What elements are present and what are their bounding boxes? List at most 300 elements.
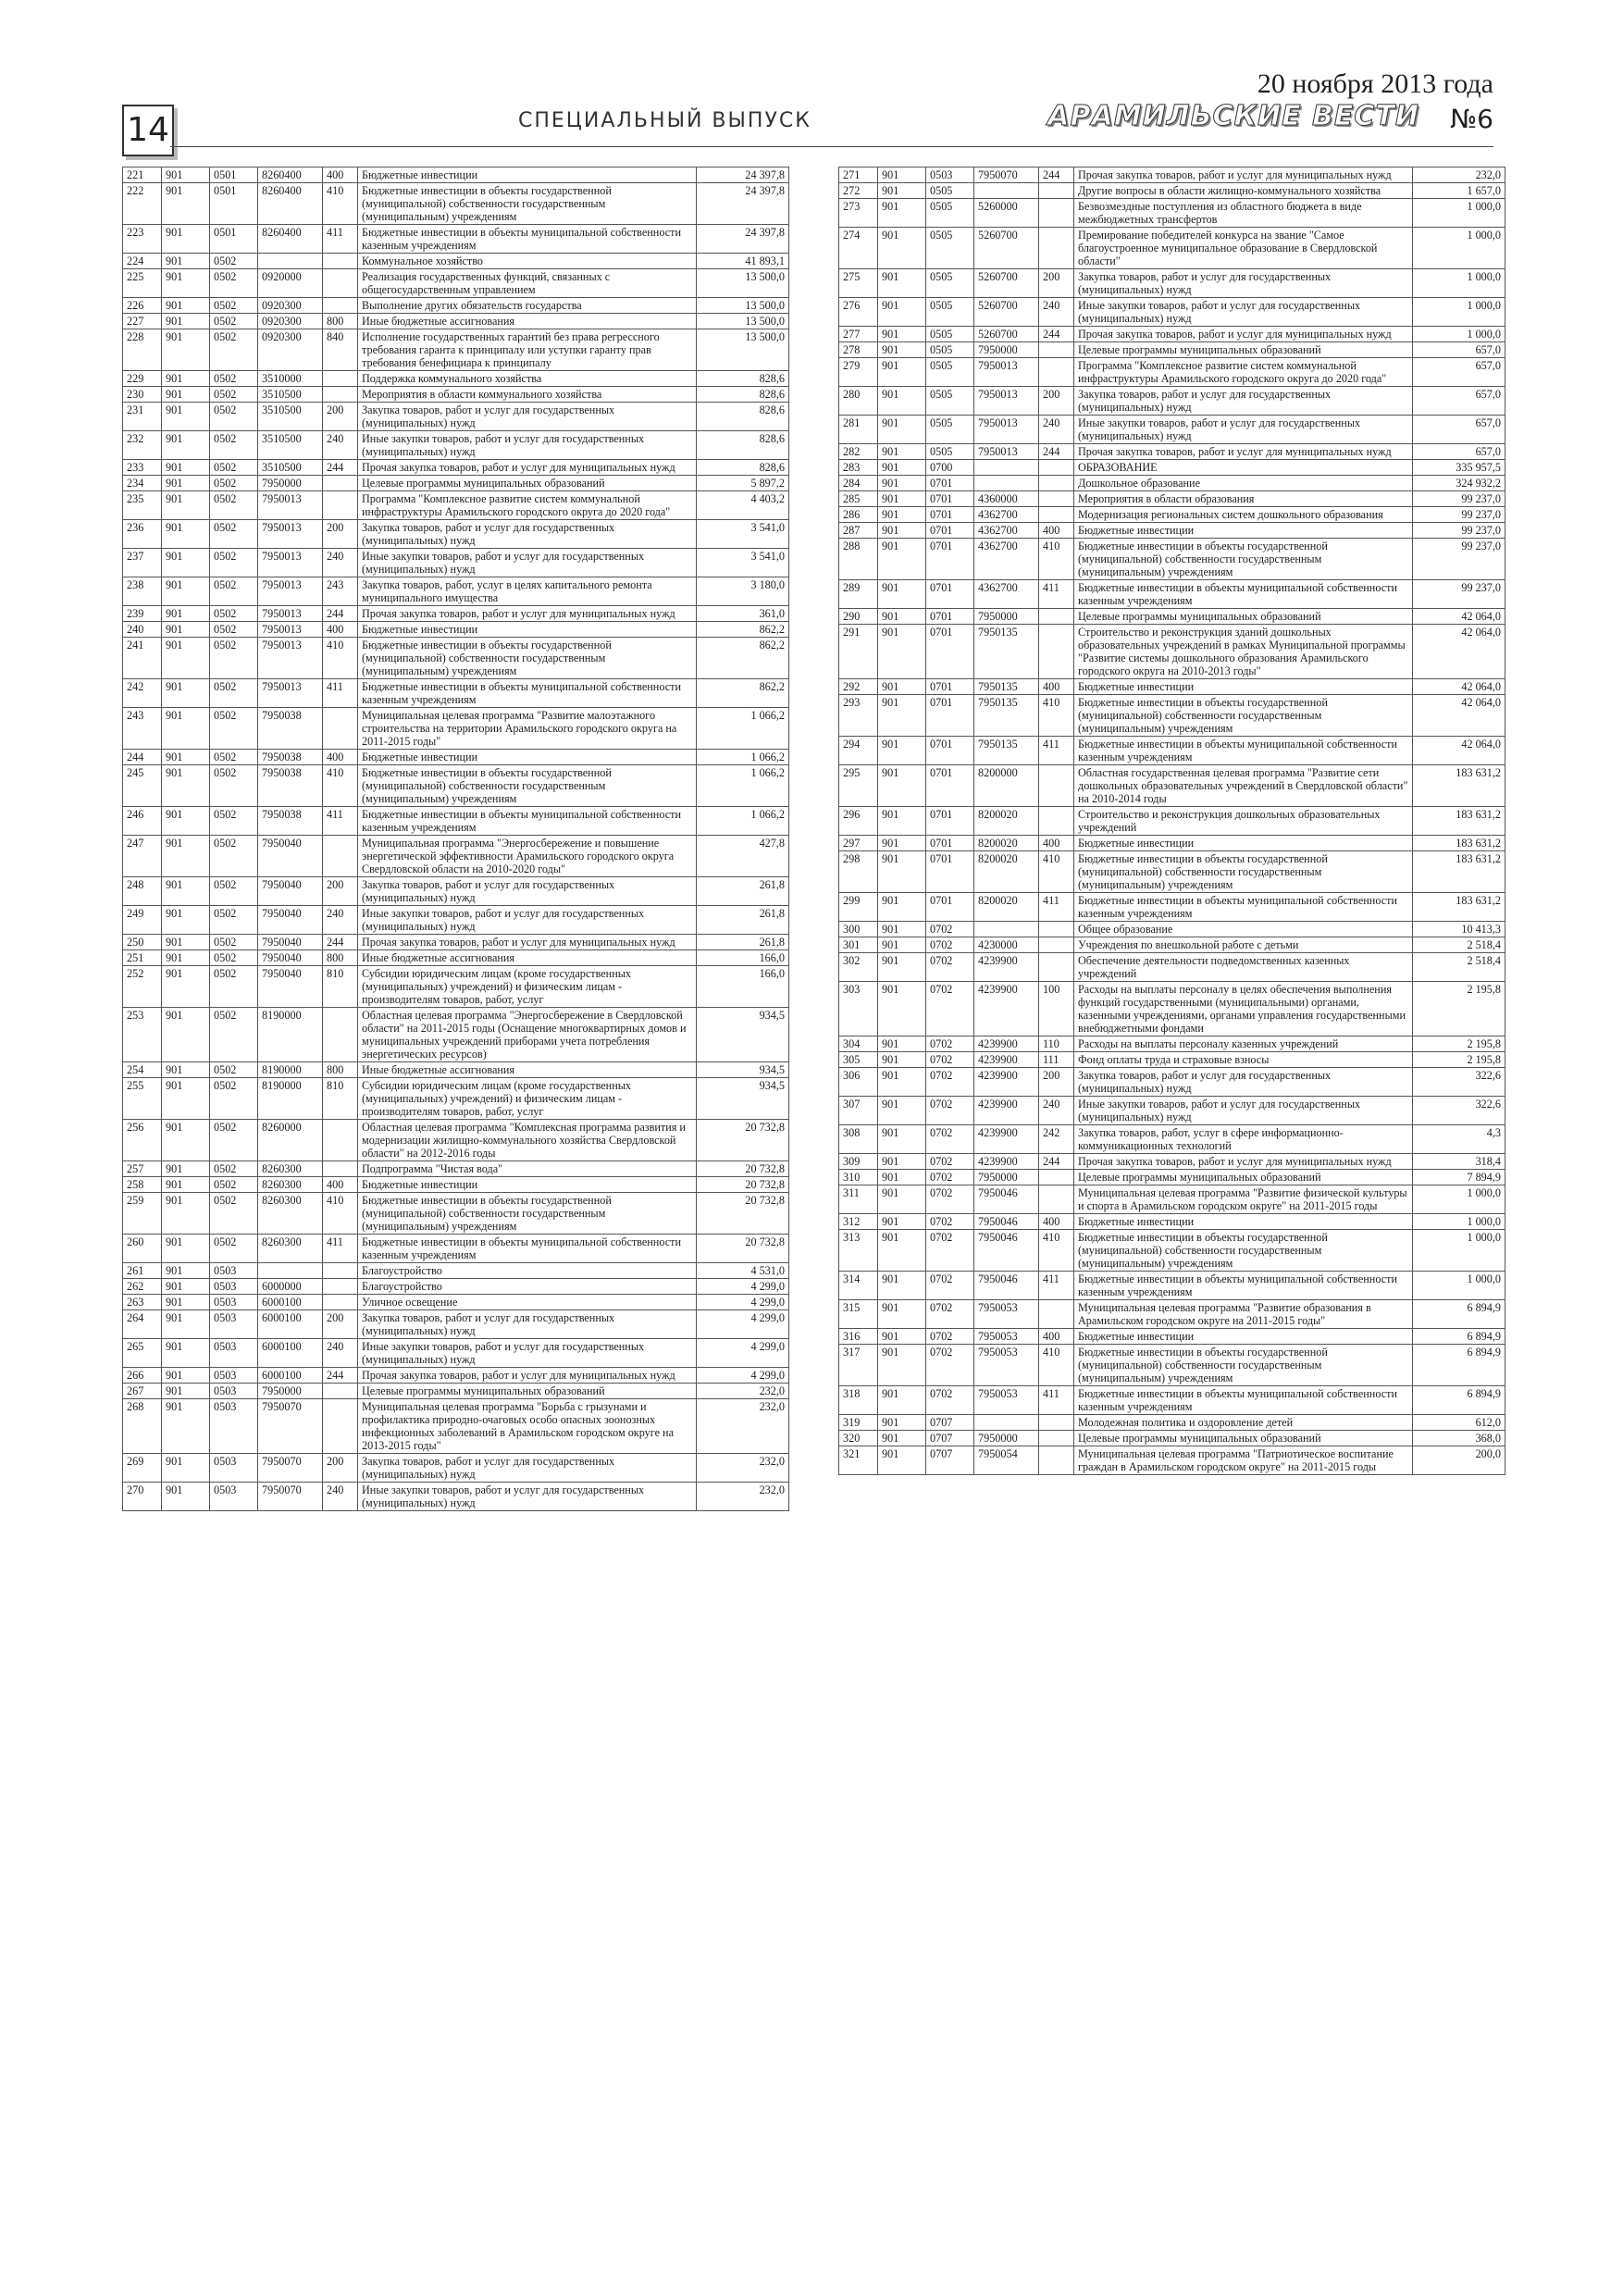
amount: 7 894,9 (1413, 1170, 1505, 1185)
expense-type-code (323, 708, 358, 750)
department-code: 901 (878, 893, 926, 922)
table-row (123, 1062, 789, 1078)
amount: 828,6 (697, 431, 789, 460)
section-code: 0701 (926, 580, 974, 609)
row-number: 223 (123, 225, 162, 254)
table-row (839, 679, 1505, 695)
section-code: 0702 (926, 1300, 974, 1329)
target-article-code: 7950070 (258, 1399, 323, 1454)
department-code: 901 (162, 606, 210, 622)
target-article-code: 8200020 (974, 807, 1039, 836)
department-code: 901 (878, 460, 926, 476)
expense-type-code: 244 (323, 460, 358, 476)
amount: 20 732,8 (697, 1161, 789, 1177)
expense-type-code: 411 (1039, 580, 1074, 609)
expense-name: Благоустройство (358, 1279, 697, 1295)
amount: 10 413,3 (1413, 922, 1505, 937)
row-number: 294 (839, 737, 878, 765)
amount: 322,6 (1413, 1097, 1505, 1125)
row-number: 263 (123, 1295, 162, 1310)
expense-name: Закупка товаров, работ, услуг в целях капитального ремонта муниципального имущества (358, 577, 697, 606)
table-row (123, 371, 789, 387)
amount: 335 957,5 (1413, 460, 1505, 476)
amount: 361,0 (697, 606, 789, 622)
amount: 1 000,0 (1413, 298, 1505, 327)
expense-type-code: 244 (1039, 444, 1074, 460)
target-article-code: 8260300 (258, 1161, 323, 1177)
table-row (123, 1399, 789, 1454)
section-code: 0503 (210, 1279, 258, 1295)
department-code: 901 (878, 476, 926, 491)
row-number: 315 (839, 1300, 878, 1329)
target-article-code: 4239900 (974, 1125, 1039, 1154)
expense-type-code: 800 (323, 314, 358, 329)
row-number: 305 (839, 1052, 878, 1068)
expense-type-code: 810 (323, 1078, 358, 1120)
target-article-code: 3510500 (258, 387, 323, 403)
row-number: 246 (123, 807, 162, 836)
row-number: 314 (839, 1272, 878, 1300)
section-code: 0503 (210, 1454, 258, 1483)
table-row (123, 935, 789, 950)
target-article-code: 8200000 (974, 765, 1039, 807)
table-row (839, 625, 1505, 679)
table-row (839, 1345, 1505, 1386)
table-row (123, 1193, 789, 1235)
department-code: 901 (162, 935, 210, 950)
expense-type-code: 410 (323, 183, 358, 225)
table-row (839, 851, 1505, 893)
table-row (839, 1068, 1505, 1097)
section-code: 0502 (210, 298, 258, 314)
amount: 368,0 (1413, 1431, 1505, 1446)
section-code: 0502 (210, 1062, 258, 1078)
target-article-code: 4239900 (974, 1052, 1039, 1068)
expense-type-code (323, 1008, 358, 1062)
table-row (123, 1177, 789, 1193)
expense-name: Бюджетные инвестиции (358, 1177, 697, 1193)
row-number: 264 (123, 1310, 162, 1339)
row-number: 232 (123, 431, 162, 460)
amount: 828,6 (697, 403, 789, 431)
expense-type-code: 200 (1039, 269, 1074, 298)
amount: 1 000,0 (1413, 1214, 1505, 1230)
table-row (839, 228, 1505, 269)
department-code: 901 (878, 953, 926, 982)
expense-name: Дошкольное образование (1074, 476, 1413, 491)
department-code: 901 (162, 1295, 210, 1310)
department-code: 901 (162, 877, 210, 906)
row-number: 302 (839, 953, 878, 982)
target-article-code: 3510500 (258, 403, 323, 431)
target-article-code: 5260700 (974, 269, 1039, 298)
department-code: 901 (162, 1078, 210, 1120)
expense-type-code: 400 (1039, 836, 1074, 851)
expense-type-code: 243 (323, 577, 358, 606)
target-article-code: 7950070 (258, 1454, 323, 1483)
table-row (123, 765, 789, 807)
amount: 24 397,8 (697, 168, 789, 183)
section-code: 0701 (926, 695, 974, 737)
amount: 42 064,0 (1413, 625, 1505, 679)
table-row (123, 329, 789, 371)
target-article-code: 7950040 (258, 877, 323, 906)
amount: 99 237,0 (1413, 507, 1505, 523)
expense-type-code: 400 (1039, 523, 1074, 539)
expense-type-code: 200 (323, 877, 358, 906)
expense-name: Закупка товаров, работ и услуг для государственных (муниципальных) нужд (1074, 1068, 1413, 1097)
expense-name: Коммунальное хозяйство (358, 254, 697, 269)
row-number: 300 (839, 922, 878, 937)
table-row (839, 269, 1505, 298)
section-code: 0505 (926, 183, 974, 199)
department-code: 901 (162, 269, 210, 298)
row-number: 308 (839, 1125, 878, 1154)
table-row (123, 622, 789, 638)
amount: 657,0 (1413, 444, 1505, 460)
expense-type-code (323, 269, 358, 298)
target-article-code: 7950013 (258, 638, 323, 679)
expense-type-code: 410 (323, 1193, 358, 1235)
section-code: 0702 (926, 1214, 974, 1230)
expense-type-code (1039, 609, 1074, 625)
table-row (123, 1384, 789, 1399)
expense-name: Бюджетные инвестиции в объекты государственной (муниципальной) собственности государственным (муниципальным) учреждениям (358, 765, 697, 807)
table-row (123, 708, 789, 750)
expense-type-code (323, 476, 358, 491)
department-code: 901 (878, 1068, 926, 1097)
row-number: 272 (839, 183, 878, 199)
department-code: 901 (878, 807, 926, 836)
expense-name: Муниципальная целевая программа "Развитие малоэтажного строительства на территории Арамильского городского округа на 2011-2015 годы" (358, 708, 697, 750)
row-number: 289 (839, 580, 878, 609)
target-article-code: 7950000 (974, 1170, 1039, 1185)
row-number: 249 (123, 906, 162, 935)
expense-type-code: 840 (323, 329, 358, 371)
section-code: 0702 (926, 1068, 974, 1097)
target-article-code: 4239900 (974, 953, 1039, 982)
table-row (839, 937, 1505, 953)
expense-name: Субсидии юридическим лицам (кроме государственных (муниципальных) учреждений) и физическим лицам - производителям товаров, работ, услуг (358, 966, 697, 1008)
row-number: 234 (123, 476, 162, 491)
row-number: 295 (839, 765, 878, 807)
section-code: 0701 (926, 539, 974, 580)
expense-name: Областная государственная целевая программа "Развитие сети дошкольных образовательных учреждений в Свердловской области" на 2010-2014 годы (1074, 765, 1413, 807)
expense-name: Прочая закупка товаров, работ и услуг для муниципальных нужд (1074, 444, 1413, 460)
row-number: 288 (839, 539, 878, 580)
amount: 657,0 (1413, 358, 1505, 387)
table-row (123, 431, 789, 460)
department-code: 901 (162, 1483, 210, 1511)
expense-name: Бюджетные инвестиции (358, 750, 697, 765)
target-article-code: 5260700 (974, 298, 1039, 327)
target-article-code: 8260300 (258, 1177, 323, 1193)
table-row (839, 491, 1505, 507)
table-row (123, 877, 789, 906)
table-row (839, 807, 1505, 836)
row-number: 281 (839, 416, 878, 444)
amount: 4 531,0 (697, 1263, 789, 1279)
target-article-code: 7950013 (258, 549, 323, 577)
expense-name: Прочая закупка товаров, работ и услуг для муниципальных нужд (1074, 327, 1413, 342)
expense-name: Бюджетные инвестиции в объекты муниципальной собственности казенным учреждениям (358, 679, 697, 708)
target-article-code: 8190000 (258, 1078, 323, 1120)
target-article-code: 7950013 (258, 491, 323, 520)
expense-type-code: 110 (1039, 1036, 1074, 1052)
department-code: 901 (162, 460, 210, 476)
section-code: 0502 (210, 606, 258, 622)
target-article-code: 7950135 (974, 695, 1039, 737)
row-number: 262 (123, 1279, 162, 1295)
row-number: 292 (839, 679, 878, 695)
amount: 42 064,0 (1413, 679, 1505, 695)
amount: 4 299,0 (697, 1279, 789, 1295)
amount: 13 500,0 (697, 298, 789, 314)
amount: 200,0 (1413, 1446, 1505, 1475)
header-rule (170, 146, 1493, 147)
section-code: 0502 (210, 491, 258, 520)
expense-type-code: 100 (1039, 982, 1074, 1036)
section-code: 0505 (926, 269, 974, 298)
target-article-code: 7950040 (258, 950, 323, 966)
section-code: 0701 (926, 523, 974, 539)
expense-type-code (1039, 922, 1074, 937)
expense-type-code: 240 (1039, 416, 1074, 444)
department-code: 901 (162, 298, 210, 314)
department-code: 901 (162, 638, 210, 679)
amount: 261,8 (697, 877, 789, 906)
table-row (839, 327, 1505, 342)
issue-date: 20 ноября 2013 года (1257, 68, 1493, 99)
row-number: 286 (839, 507, 878, 523)
target-article-code (258, 254, 323, 269)
department-code: 901 (878, 1446, 926, 1475)
amount: 232,0 (697, 1454, 789, 1483)
amount: 934,5 (697, 1008, 789, 1062)
expense-type-code: 200 (323, 520, 358, 549)
section-code: 0502 (210, 520, 258, 549)
table-row (123, 460, 789, 476)
department-code: 901 (162, 1339, 210, 1368)
row-number: 252 (123, 966, 162, 1008)
amount: 427,8 (697, 836, 789, 877)
section-code: 0502 (210, 966, 258, 1008)
table-row (123, 476, 789, 491)
table-row (123, 269, 789, 298)
table-row (123, 1078, 789, 1120)
section-code: 0702 (926, 1185, 974, 1214)
target-article-code (974, 922, 1039, 937)
section-code: 0702 (926, 953, 974, 982)
section-code: 0502 (210, 679, 258, 708)
table-row (839, 507, 1505, 523)
expense-name: Реализация государственных функций, связанных с общегосударственным управлением (358, 269, 697, 298)
row-number: 256 (123, 1120, 162, 1161)
row-number: 253 (123, 1008, 162, 1062)
section-code: 0702 (926, 982, 974, 1036)
expense-name: Программа "Комплексное развитие систем коммунальной инфраструктуры Арамильского городского округа до 2020 года" (358, 491, 697, 520)
row-number: 265 (123, 1339, 162, 1368)
row-number: 287 (839, 523, 878, 539)
department-code: 901 (162, 1384, 210, 1399)
expense-name: Бюджетные инвестиции в объекты государственной (муниципальной) собственности государственным (муниципальным) учреждениям (1074, 851, 1413, 893)
department-code: 901 (162, 950, 210, 966)
row-number: 310 (839, 1170, 878, 1185)
table-row (839, 580, 1505, 609)
section-code: 0505 (926, 228, 974, 269)
table-row (839, 342, 1505, 358)
expense-type-code (1039, 460, 1074, 476)
row-number: 318 (839, 1386, 878, 1415)
row-number: 284 (839, 476, 878, 491)
expense-name: Бюджетные инвестиции (1074, 679, 1413, 695)
row-number: 237 (123, 549, 162, 577)
table-row (123, 906, 789, 935)
table-row (839, 199, 1505, 228)
row-number: 235 (123, 491, 162, 520)
expense-type-code: 240 (323, 431, 358, 460)
expense-type-code: 810 (323, 966, 358, 1008)
expense-type-code: 244 (323, 935, 358, 950)
section-code: 0702 (926, 1170, 974, 1185)
department-code: 901 (878, 695, 926, 737)
department-code: 901 (878, 199, 926, 228)
target-article-code: 4239900 (974, 1154, 1039, 1170)
section-code: 0502 (210, 371, 258, 387)
table-row (123, 314, 789, 329)
expense-name: Бюджетные инвестиции (1074, 1214, 1413, 1230)
expense-name: Целевые программы муниципальных образований (1074, 1431, 1413, 1446)
department-code: 901 (162, 1008, 210, 1062)
expense-type-code (323, 387, 358, 403)
section-code: 0502 (210, 622, 258, 638)
department-code: 901 (162, 765, 210, 807)
target-article-code: 4239900 (974, 1068, 1039, 1097)
row-number: 283 (839, 460, 878, 476)
target-article-code: 3510500 (258, 431, 323, 460)
expense-type-code: 410 (1039, 695, 1074, 737)
target-article-code: 8200020 (974, 893, 1039, 922)
department-code: 901 (878, 327, 926, 342)
expense-type-code (1039, 358, 1074, 387)
table-row (123, 1235, 789, 1263)
row-number: 307 (839, 1097, 878, 1125)
expense-type-code (323, 1384, 358, 1399)
amount: 261,8 (697, 935, 789, 950)
row-number: 301 (839, 937, 878, 953)
expense-type-code: 200 (323, 1454, 358, 1483)
section-code: 0707 (926, 1446, 974, 1475)
target-article-code: 8260300 (258, 1193, 323, 1235)
expense-name: Иные закупки товаров, работ и услуг для государственных (муниципальных) нужд (358, 1483, 697, 1511)
expense-type-code (1039, 183, 1074, 199)
issue-number: №6 (1450, 104, 1493, 134)
department-code: 901 (162, 1177, 210, 1193)
expense-type-code: 411 (323, 1235, 358, 1263)
department-code: 901 (878, 765, 926, 807)
target-article-code: 7950054 (974, 1446, 1039, 1475)
row-number: 228 (123, 329, 162, 371)
expense-name: Бюджетные инвестиции в объекты государственной (муниципальной) собственности государственным (муниципальным) учреждениям (1074, 539, 1413, 580)
section-code: 0502 (210, 1120, 258, 1161)
target-article-code: 8260300 (258, 1235, 323, 1263)
expense-name: Другие вопросы в области жилищно-коммунального хозяйства (1074, 183, 1413, 199)
target-article-code: 7950046 (974, 1230, 1039, 1272)
table-row (123, 679, 789, 708)
expense-name: Бюджетные инвестиции в объекты муниципальной собственности казенным учреждениям (358, 807, 697, 836)
row-number: 248 (123, 877, 162, 906)
amount: 42 064,0 (1413, 695, 1505, 737)
expense-name: Бюджетные инвестиции в объекты государственной (муниципальной) собственности государственным (муниципальным) учреждениям (1074, 1230, 1413, 1272)
department-code: 901 (162, 254, 210, 269)
target-article-code: 7950013 (974, 444, 1039, 460)
section-code: 0702 (926, 1036, 974, 1052)
section-code: 0503 (210, 1399, 258, 1454)
section-code: 0502 (210, 476, 258, 491)
page-number: 14 (122, 105, 174, 156)
expense-name: Закупка товаров, работ и услуг для государственных (муниципальных) нужд (1074, 387, 1413, 416)
expense-type-code: 240 (323, 1483, 358, 1511)
section-code: 0707 (926, 1431, 974, 1446)
expense-type-code: 400 (1039, 1329, 1074, 1345)
target-article-code: 7950070 (258, 1483, 323, 1511)
target-article-code: 7950040 (258, 906, 323, 935)
expense-name: Прочая закупка товаров, работ и услуг для муниципальных нужд (358, 606, 697, 622)
expense-name: Муниципальная целевая программа "Патриотическое воспитание граждан в Арамильском городском округе" на 2011-2015 годы (1074, 1446, 1413, 1475)
amount: 183 631,2 (1413, 893, 1505, 922)
expense-name: Выполнение других обязательств государства (358, 298, 697, 314)
department-code: 901 (878, 1272, 926, 1300)
department-code: 901 (878, 1329, 926, 1345)
target-article-code: 7950135 (974, 737, 1039, 765)
row-number: 225 (123, 269, 162, 298)
amount: 657,0 (1413, 342, 1505, 358)
target-article-code: 7950040 (258, 935, 323, 950)
expense-name: Целевые программы муниципальных образований (358, 476, 697, 491)
expense-name: Бюджетные инвестиции в объекты муниципальной собственности казенным учреждениям (1074, 1386, 1413, 1415)
section-code: 0701 (926, 491, 974, 507)
amount: 6 894,9 (1413, 1300, 1505, 1329)
target-article-code (974, 460, 1039, 476)
row-number: 298 (839, 851, 878, 893)
target-article-code (974, 183, 1039, 199)
section-code: 0502 (210, 1235, 258, 1263)
row-number: 251 (123, 950, 162, 966)
expense-type-code: 410 (323, 638, 358, 679)
target-article-code: 7950013 (258, 622, 323, 638)
amount: 934,5 (697, 1062, 789, 1078)
target-article-code: 7950013 (258, 679, 323, 708)
section-code: 0503 (210, 1384, 258, 1399)
section-code: 0503 (210, 1339, 258, 1368)
table-row (123, 1279, 789, 1295)
department-code: 901 (878, 416, 926, 444)
expense-type-code (323, 1399, 358, 1454)
section-code: 0505 (926, 387, 974, 416)
amount: 1 000,0 (1413, 1230, 1505, 1272)
budget-table-left (122, 167, 789, 1511)
amount: 99 237,0 (1413, 491, 1505, 507)
table-row (123, 403, 789, 431)
target-article-code: 7950013 (258, 520, 323, 549)
row-number: 238 (123, 577, 162, 606)
table-row (123, 254, 789, 269)
expense-type-code: 240 (323, 906, 358, 935)
table-row (839, 1230, 1505, 1272)
amount: 183 631,2 (1413, 765, 1505, 807)
expense-type-code (323, 254, 358, 269)
table-row (839, 476, 1505, 491)
